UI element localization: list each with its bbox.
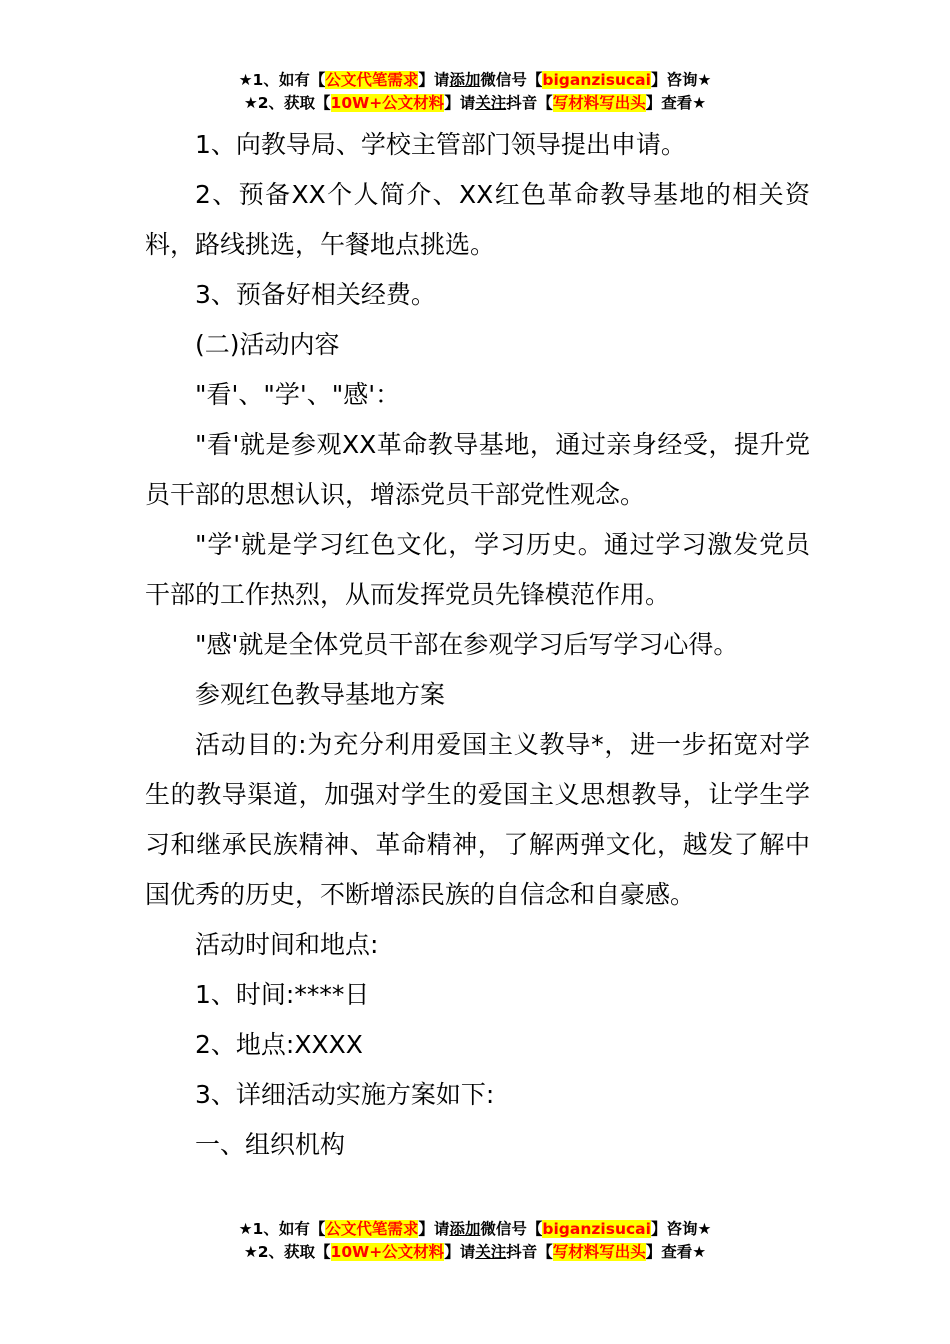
paragraph: "看'就是参观XX革命教导基地，通过亲身经受，提升党员干部的思想认识，增添党员干部党性观念。 [145, 430, 810, 509]
highlight-materials: 10W+公文材料 [330, 94, 445, 112]
paragraph: 2、预备XX个人简介、XX红色革命教导基地的相关资料，路线挑选，午餐地点挑选。 [145, 180, 810, 259]
highlight-wechat-id: biganzisucai [542, 1220, 651, 1238]
banner-line-1: ★1、如有【公文代笔需求】请添加微信号【biganzisucai】咨询★ [238, 71, 712, 89]
footer-banner [0, 1218, 950, 1264]
paragraph: "看'、"学'、"感'： [195, 380, 401, 409]
paragraph: "感'就是全体党员干部在参观学习后写学习心得。 [195, 630, 739, 659]
header-banner [0, 69, 950, 115]
section-heading: (二)活动内容 [195, 330, 340, 359]
section-heading: 参观红色教导基地方案 [195, 680, 446, 709]
highlight-douyin-name: 写材料写出头 [552, 1243, 646, 1261]
paragraph: "学'就是学习红色文化，学习历史。通过学习激发党员干部的工作热烈，从而发挥党员先锋模范作用。 [145, 530, 810, 609]
paragraph: 1、向教导局、学校主管部门领导提出申请。 [195, 130, 686, 159]
paragraph: 3、预备好相关经费。 [195, 280, 436, 309]
highlight-douyin-name: 写材料写出头 [552, 94, 646, 112]
document-body [145, 120, 810, 1170]
paragraph: 活动时间和地点: [195, 930, 379, 959]
section-heading: 一、组织机构 [195, 1130, 346, 1159]
paragraph: 1、时间:****日 [195, 980, 370, 1009]
paragraph: 3、详细活动实施方案如下: [195, 1080, 495, 1109]
highlight-service: 公文代笔需求 [325, 71, 419, 89]
paragraph: 活动目的:为充分利用爱国主义教导*，进一步拓宽对学生的教导渠道，加强对学生的爱国主义思想教导，让学生学习和继承民族精神、革命精神，了解两弹文化，越发了解中国优秀的历史，不断增添民族的自信念和自豪感。 [145, 730, 810, 909]
highlight-wechat-id: biganzisucai [542, 71, 651, 89]
banner-line-2: ★2、获取【10W+公文材料】请关注抖音【写材料写出头】查看★ [243, 94, 707, 112]
banner-line-1: ★1、如有【公文代笔需求】请添加微信号【biganzisucai】咨询★ [238, 1220, 712, 1238]
banner-line-2: ★2、获取【10W+公文材料】请关注抖音【写材料写出头】查看★ [243, 1243, 707, 1261]
highlight-materials: 10W+公文材料 [330, 1243, 445, 1261]
paragraph: 2、地点:XXXX [195, 1030, 363, 1059]
highlight-service: 公文代笔需求 [325, 1220, 419, 1238]
